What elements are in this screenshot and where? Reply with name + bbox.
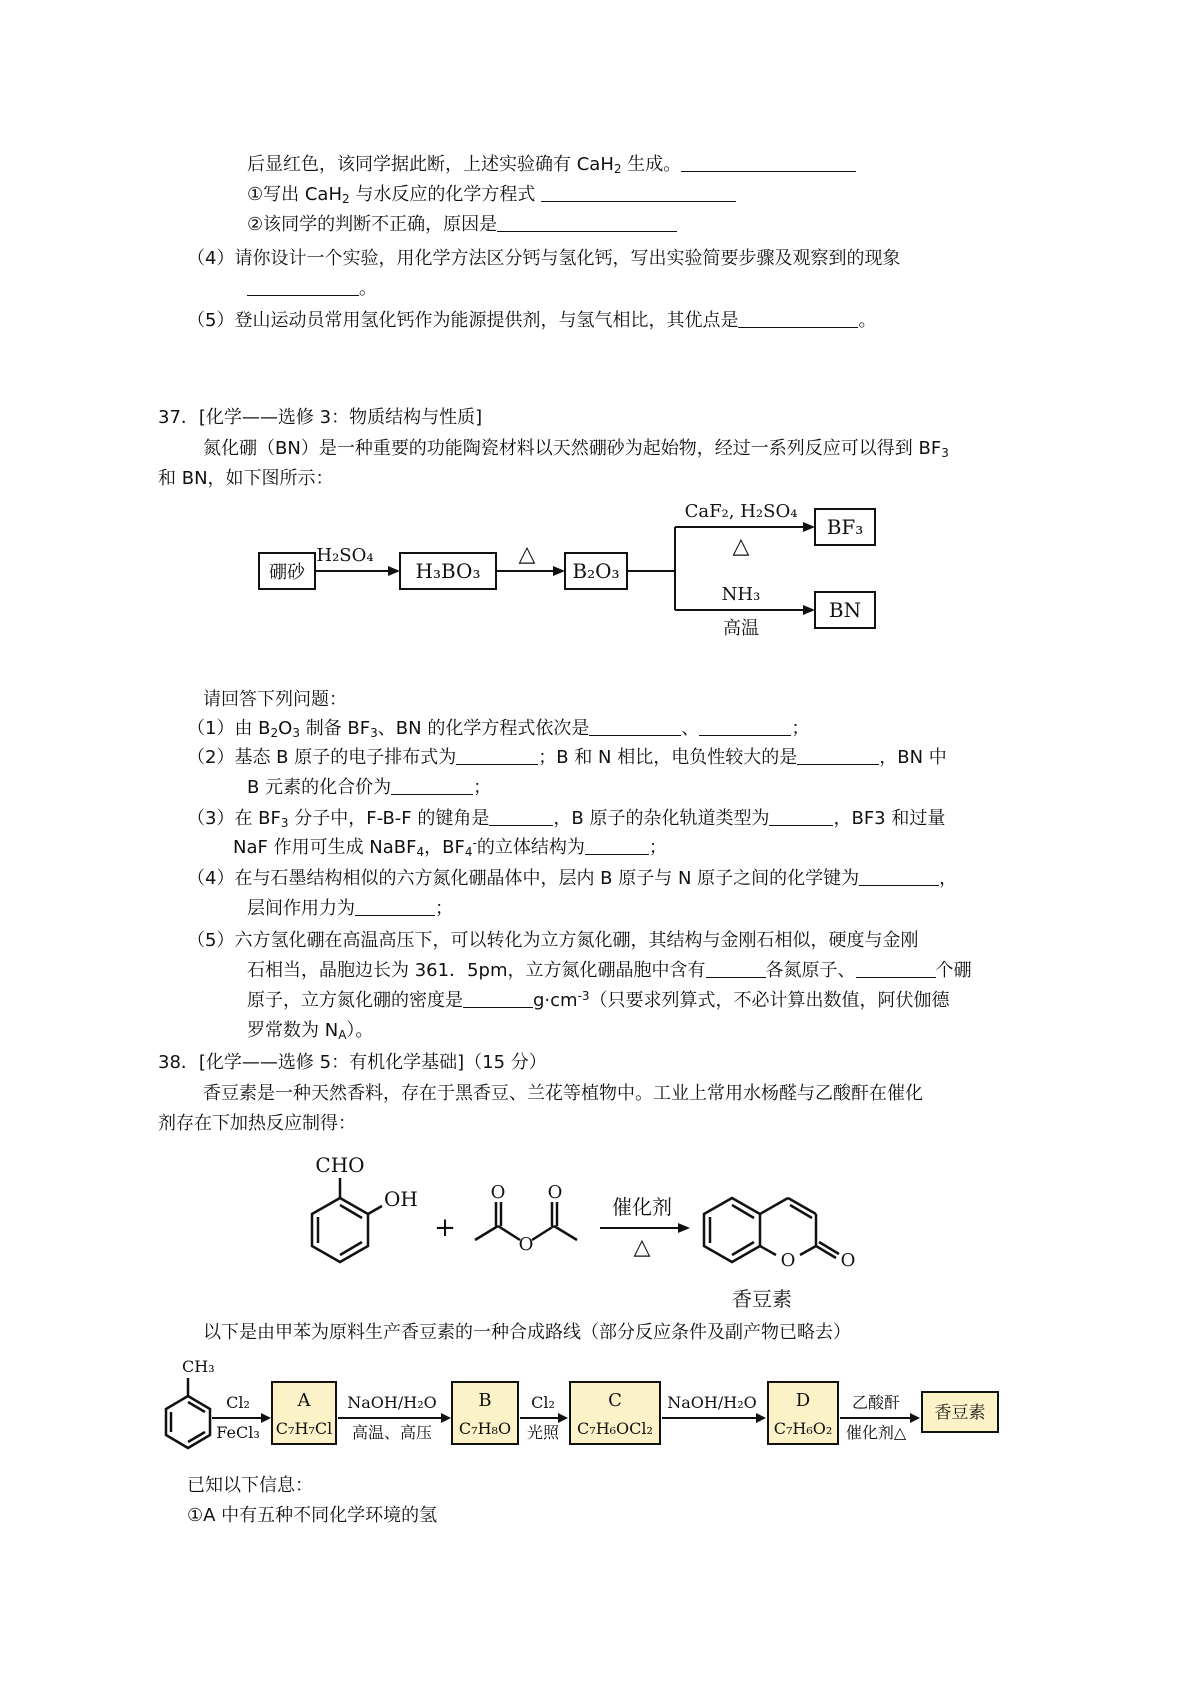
compound-c-formula: C₇H₆OCl₂ xyxy=(577,1419,653,1438)
flow-lower-reagent: NH₃ xyxy=(721,584,761,605)
flow-node-b2o3: B₂O₃ xyxy=(572,559,620,583)
route-cond-3: 光照 xyxy=(526,1423,560,1442)
compound-b-label: B xyxy=(478,1390,492,1411)
flow-heat-1: △ xyxy=(518,542,536,567)
answer-blank[interactable] xyxy=(456,746,538,765)
q37-item-3-cont: NaF 作用可生成 NaBF$_4$，$BF_4^-$的立体结构为 ； xyxy=(233,836,667,859)
q37-item-3: （3）在 $BF_3$ 分子中，F-B-F 的键角是 ，B 原子的杂化轨道类型为 ，BF3 和过量 xyxy=(187,808,946,830)
anhydride-o-bridge: O xyxy=(518,1234,534,1255)
answer-blank[interactable] xyxy=(856,959,936,978)
q38-heading: 38．[化学——选修 5：有机化学基础]（15 分） xyxy=(158,1052,547,1073)
flow-upper-heat: △ xyxy=(732,534,750,559)
bn-flow-diagram xyxy=(255,495,975,670)
ring-oxygen: O xyxy=(780,1250,796,1271)
plus-sign: + xyxy=(434,1213,456,1243)
compound-d-label: D xyxy=(795,1390,811,1411)
answer-blank[interactable] xyxy=(769,807,833,826)
route-cond-2: 高温、高压 xyxy=(351,1423,433,1442)
compound-c-label: C xyxy=(608,1390,622,1411)
compound-a-label: A xyxy=(297,1390,311,1411)
q36-line-1: 后显红色，该同学据此断，上述实验确有 CaH$_2$ 生成。 xyxy=(247,152,856,178)
coumarin-reaction-scheme xyxy=(300,1148,930,1318)
q37-item-2: （2）基态 B 原子的电子排布式为 ；B 和 N 相比，电负性较大的是 ，BN 中 xyxy=(187,747,947,768)
answer-blank[interactable] xyxy=(859,867,939,886)
compound-b-formula: C₇H₈O xyxy=(458,1419,512,1438)
q38-intro: 香豆素是一种天然香料，存在于黑香豆、兰花等植物中。工业上常用水杨醛与乙酸酐在催化 xyxy=(203,1083,923,1104)
flow-upper-reagent: CaF₂, H₂SO₄ xyxy=(684,501,798,522)
q38-intro-cont: 剂存在下加热反应制得： xyxy=(158,1113,356,1134)
q36-item-5: （5）登山运动员常用氢化钙作为能源提供剂，与氢气相比，其优点是 。 xyxy=(187,310,877,331)
flow-lower-cond: 高温 xyxy=(723,618,759,639)
q36-line-3: ②该同学的判断不正确，原因是 xyxy=(247,212,677,238)
answer-blank[interactable] xyxy=(589,717,681,736)
answer-blank[interactable] xyxy=(355,897,435,916)
flow-start-node: 硼砂 xyxy=(269,562,305,583)
route-cond-5: 催化剂△ xyxy=(845,1423,907,1442)
q37-heading: 37．[化学——选修 3：物质结构与性质] xyxy=(158,407,483,428)
final-product-label: 香豆素 xyxy=(934,1403,986,1423)
q37-item-1: （1）由 $B_2O_3$ 制备 $BF_3$、BN 的化学方程式依次是 、 ； xyxy=(187,718,810,740)
flow-node-bn: BN xyxy=(828,598,862,622)
coumarin-label: 香豆素 xyxy=(732,1287,792,1311)
compound-d-formula: C₇H₆O₂ xyxy=(773,1419,833,1438)
q37-item-4-cont: 层间作用力为 ； xyxy=(247,898,453,919)
answer-blank[interactable] xyxy=(681,153,856,172)
answer-blank[interactable] xyxy=(489,807,553,826)
q37-prompt: 请回答下列问题： xyxy=(203,689,347,710)
answer-blank[interactable] xyxy=(797,746,879,765)
flow-node-h3bo3: H₃BO₃ xyxy=(415,559,481,583)
anhydride-o-top-right: O xyxy=(547,1182,563,1203)
route-cond-1: FeCl₃ xyxy=(216,1423,260,1442)
answer-blank[interactable] xyxy=(699,717,791,736)
q37-item-4: （4）在与石墨结构相似的六方氮化硼晶体中，层内 B 原子与 N 原子之间的化学键为 ， xyxy=(187,868,958,889)
answer-blank[interactable] xyxy=(391,776,473,795)
q37-intro-cont: 和 BN，如下图所示： xyxy=(158,468,334,489)
route-reagent-3: Cl₂ xyxy=(531,1393,555,1412)
answer-blank[interactable] xyxy=(247,277,359,296)
q37-intro: 氮化硼（BN）是一种重要的功能陶瓷材料以天然硼砂为起始物，经过一系列反应可以得到 $BF_3$ xyxy=(203,438,949,460)
q38-info-1: ①A 中有五种不同化学环境的氢 xyxy=(187,1505,438,1526)
flow-node-bf3: BF₃ xyxy=(826,515,864,539)
q37-item-5: （5）六方氢化硼在高温高压下，可以转化为立方氮化硼，其结构与金刚石相似，硬度与金刚 xyxy=(187,930,919,951)
anhydride-o-top-left: O xyxy=(490,1182,506,1203)
q36-line-2: ①写出 CaH$_2$ 与水反应的化学方程式 xyxy=(247,182,736,208)
route-reagent-1: Cl₂ xyxy=(226,1393,250,1412)
q36-item-4-answer: 。 xyxy=(247,276,377,302)
answer-blank[interactable] xyxy=(463,989,533,1008)
compound-a-formula: C₇H₇Cl xyxy=(275,1419,333,1438)
oh-group-label: OH xyxy=(384,1187,418,1211)
route-reagent-4: NaOH/H₂O xyxy=(667,1393,757,1412)
q37-item-5-line-3: 原子，立方氮化硼的密度是 $g\cdot cm^{-3}$（只要求列算式，不必计算出数值，阿伏伽德 xyxy=(247,989,950,1011)
route-reagent-2: NaOH/H₂O xyxy=(347,1393,437,1412)
synthesis-route-diagram xyxy=(160,1350,1080,1465)
answer-blank[interactable] xyxy=(706,959,766,978)
answer-blank[interactable] xyxy=(497,213,677,232)
answer-blank[interactable] xyxy=(541,183,736,202)
carbonyl-oxygen: O xyxy=(840,1250,856,1271)
flow-reagent-1: H₂SO₄ xyxy=(316,545,374,566)
answer-blank[interactable] xyxy=(738,309,858,328)
q36-item-4: （4）请你设计一个实验，用化学方法区分钙与氢化钙，写出实验简要步骤及观察到的现象 xyxy=(187,248,901,269)
q37-item-5-line-4: 罗常数为 $N_A$）。 xyxy=(247,1020,374,1042)
ch3-group: CH₃ xyxy=(182,1357,215,1376)
cho-group-label: CHO xyxy=(315,1153,365,1177)
catalyst-label: 催化剂 xyxy=(612,1195,672,1219)
q37-item-5-line-2: 石相当，晶胞边长为 361．5pm，立方氮化硼晶胞中含有 各氮原子、 个硼 xyxy=(247,960,972,981)
q38-known-heading: 已知以下信息： xyxy=(187,1475,313,1496)
answer-blank[interactable] xyxy=(585,836,649,855)
q37-item-2-cont: B 元素的化合价为 ； xyxy=(247,777,492,798)
q38-route-intro: 以下是由甲苯为原料生产香豆素的一种合成路线（部分反应条件及副产物已略去） xyxy=(203,1322,851,1343)
heat-symbol: △ xyxy=(633,1235,651,1260)
route-reagent-5: 乙酸酐 xyxy=(851,1393,901,1412)
